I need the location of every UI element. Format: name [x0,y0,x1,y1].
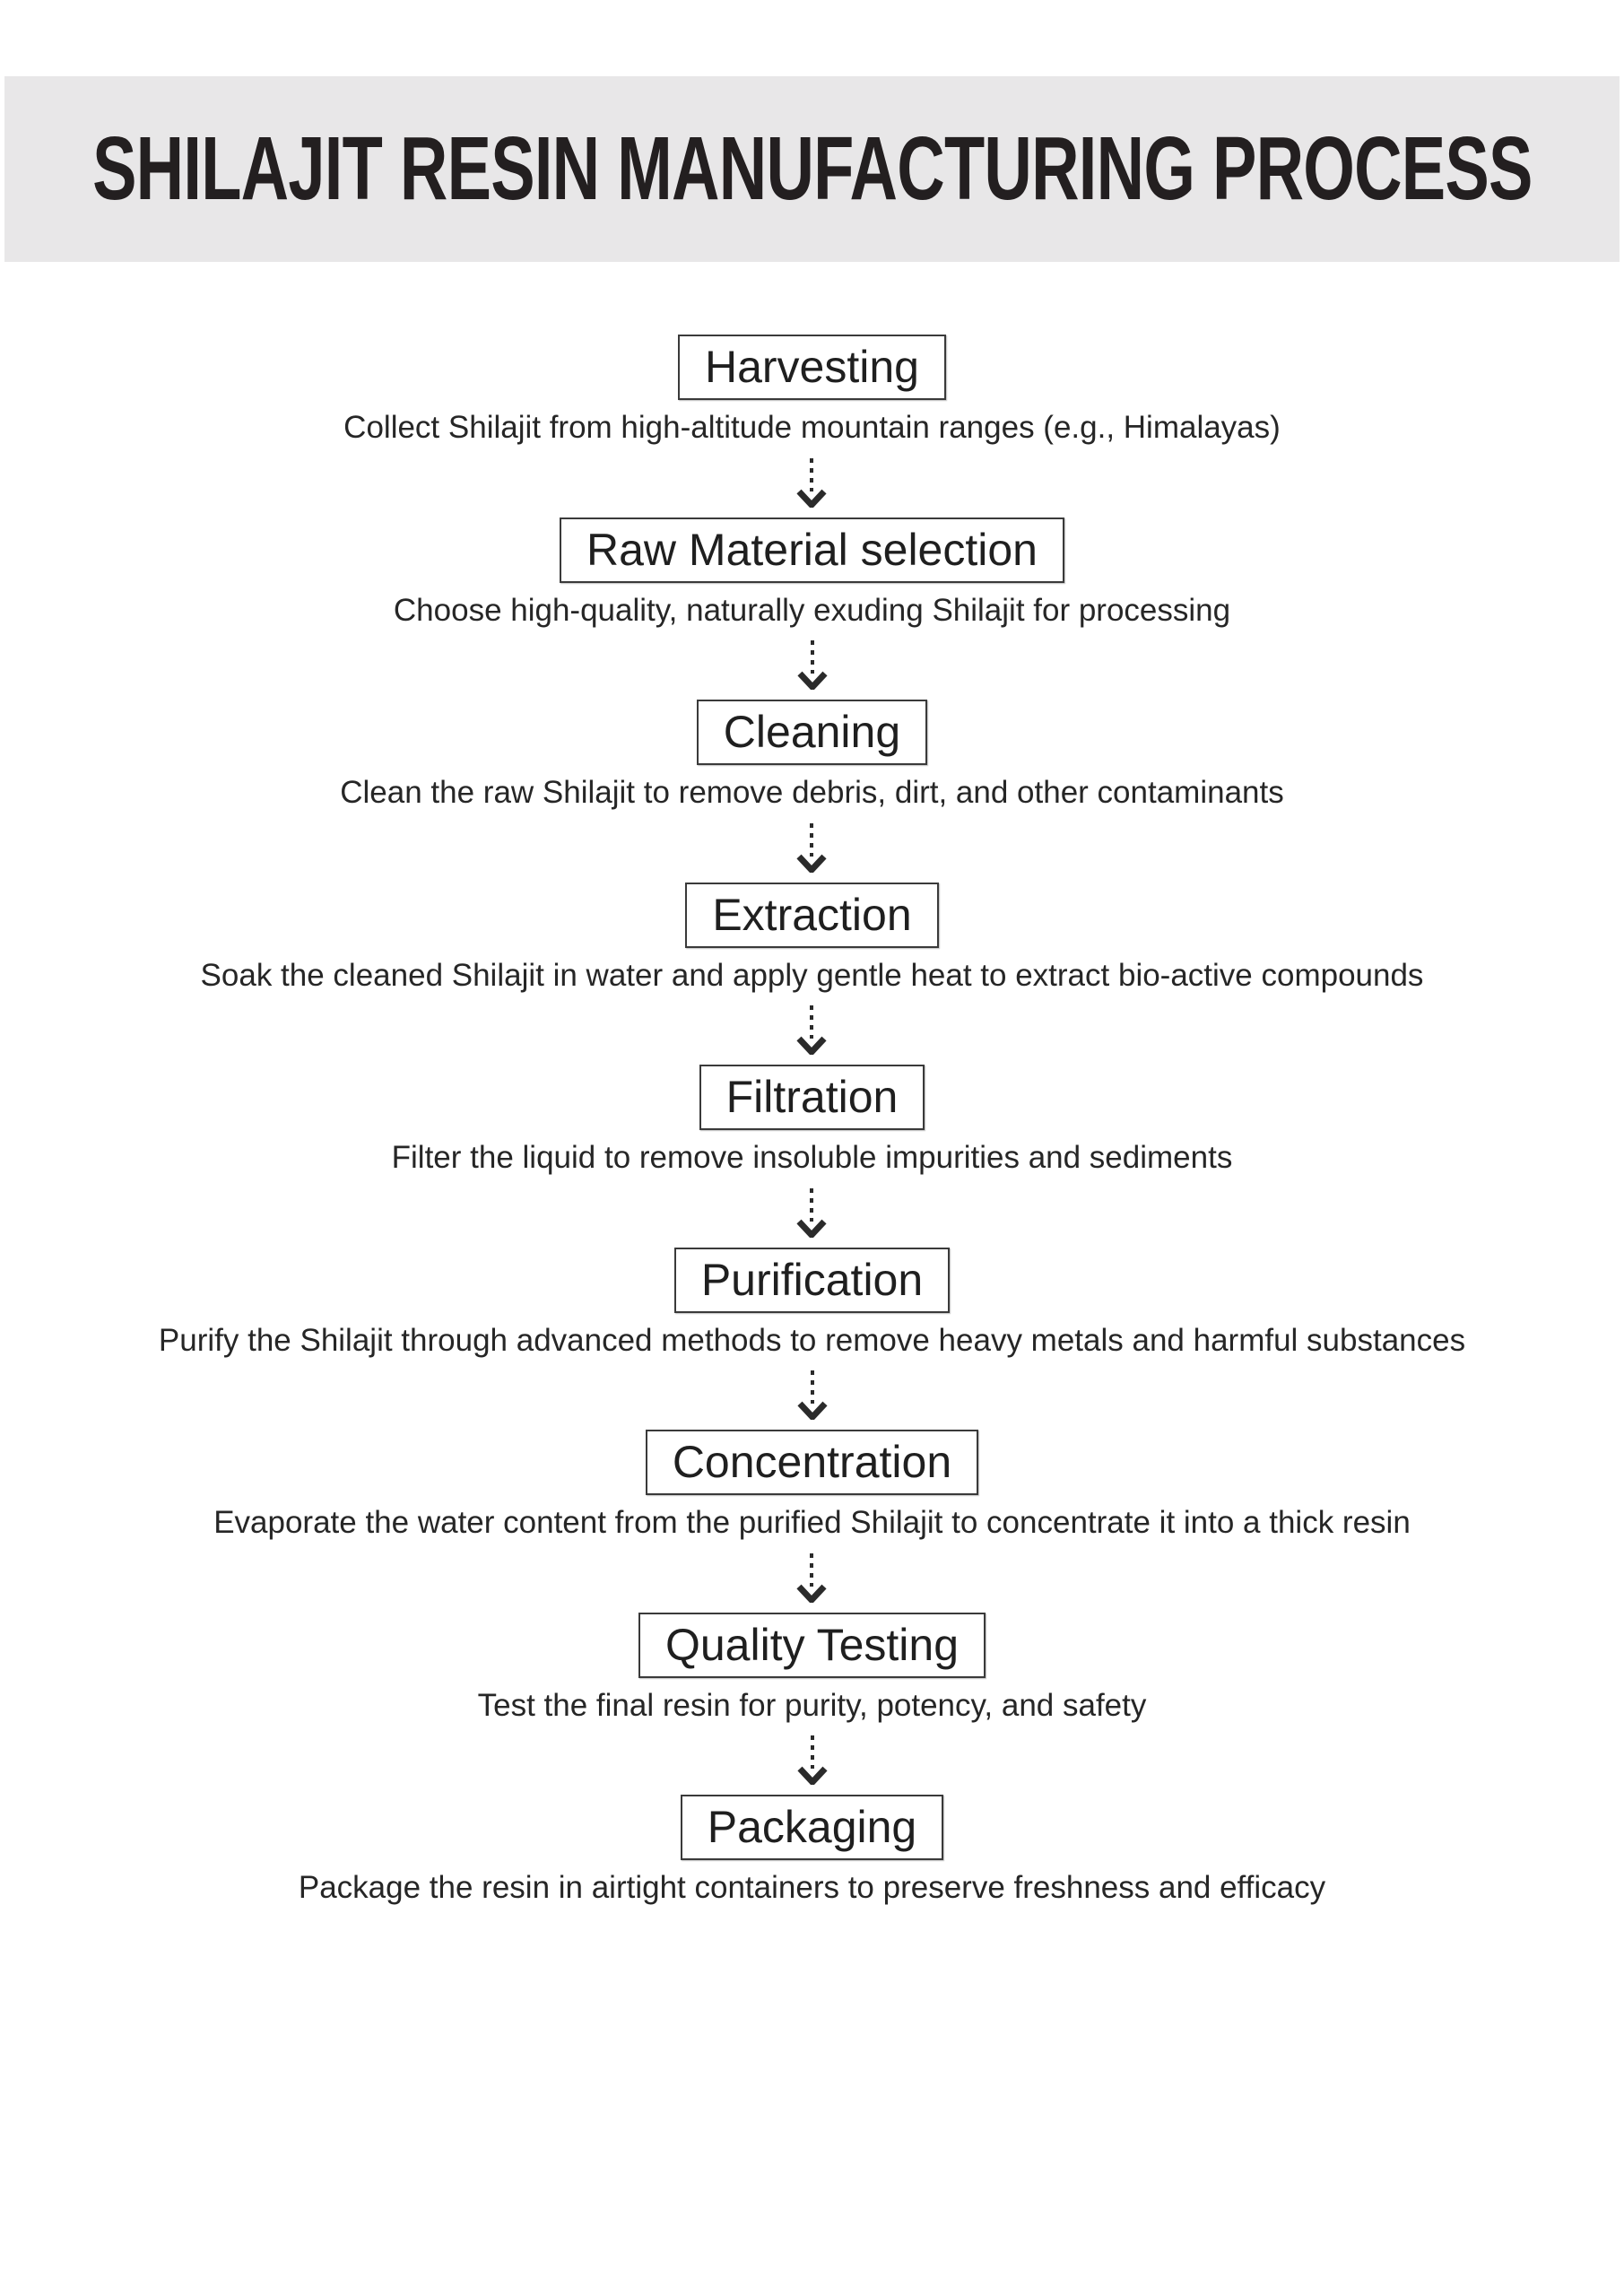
step-box [699,1065,925,1130]
step-label: Cleaning [723,707,901,757]
step-label: Packaging [707,1802,917,1852]
process-step [343,335,1281,517]
step-description: Collect Shilajit from high-altitude mountain ranges (e.g., Himalayas) [343,410,1281,445]
step-label: Raw Material selection [586,524,1038,575]
step-description: Soak the cleaned Shilajit in water and apply gentle heat to extract bio-active compounds [200,957,1424,993]
step-box [674,1248,950,1313]
step-box [560,517,1064,583]
step-box [697,700,927,765]
process-flowchart [0,262,1624,1909]
step-description: Evaporate the water content from the purified Shilajit to concentrate it into a thick resin [213,1505,1411,1540]
step-label: Filtration [725,1072,899,1122]
step-box [638,1613,986,1678]
step-description: Filter the liquid to remove insoluble impurities and sediments [391,1140,1233,1175]
step-box [678,335,946,400]
down-arrow-icon [792,822,831,873]
process-step [392,1065,1233,1248]
down-arrow-icon [793,1370,832,1420]
step-box [685,883,938,948]
process-step [213,1430,1411,1613]
process-step [201,883,1424,1065]
process-step [394,517,1230,700]
step-label: Harvesting [704,342,919,392]
page-title: SHILAJIT RESIN MANUFACTURING PROCESS [91,118,1533,219]
step-box [681,1795,944,1860]
step-description: Test the final resin for purity, potency, and safety [477,1687,1147,1723]
process-step [340,700,1283,883]
step-label: Extraction [712,889,912,940]
step-box [646,1430,978,1495]
step-description: Choose high-quality, naturally exuding Shilajit for processing [393,592,1231,628]
down-arrow-icon [792,1552,831,1603]
down-arrow-icon [792,457,831,508]
step-label: Purification [700,1254,924,1305]
process-step [299,1795,1325,1909]
title-banner [4,76,1620,262]
down-arrow-icon [792,1187,831,1238]
down-arrow-icon [793,639,832,690]
step-description: Package the resin in airtight containers to preserve freshness and efficacy [298,1870,1326,1905]
step-description: Clean the raw Shilajit to remove debris, dirt, and other contaminants [340,775,1284,810]
down-arrow-icon [793,1735,832,1785]
process-step [159,1248,1465,1431]
step-label: Quality Testing [664,1619,960,1670]
process-step [478,1613,1147,1796]
step-label: Concentration [672,1437,952,1487]
down-arrow-icon [792,1004,831,1055]
step-description: Purify the Shilajit through advanced methods to remove heavy metals and harmful substances [158,1322,1466,1358]
